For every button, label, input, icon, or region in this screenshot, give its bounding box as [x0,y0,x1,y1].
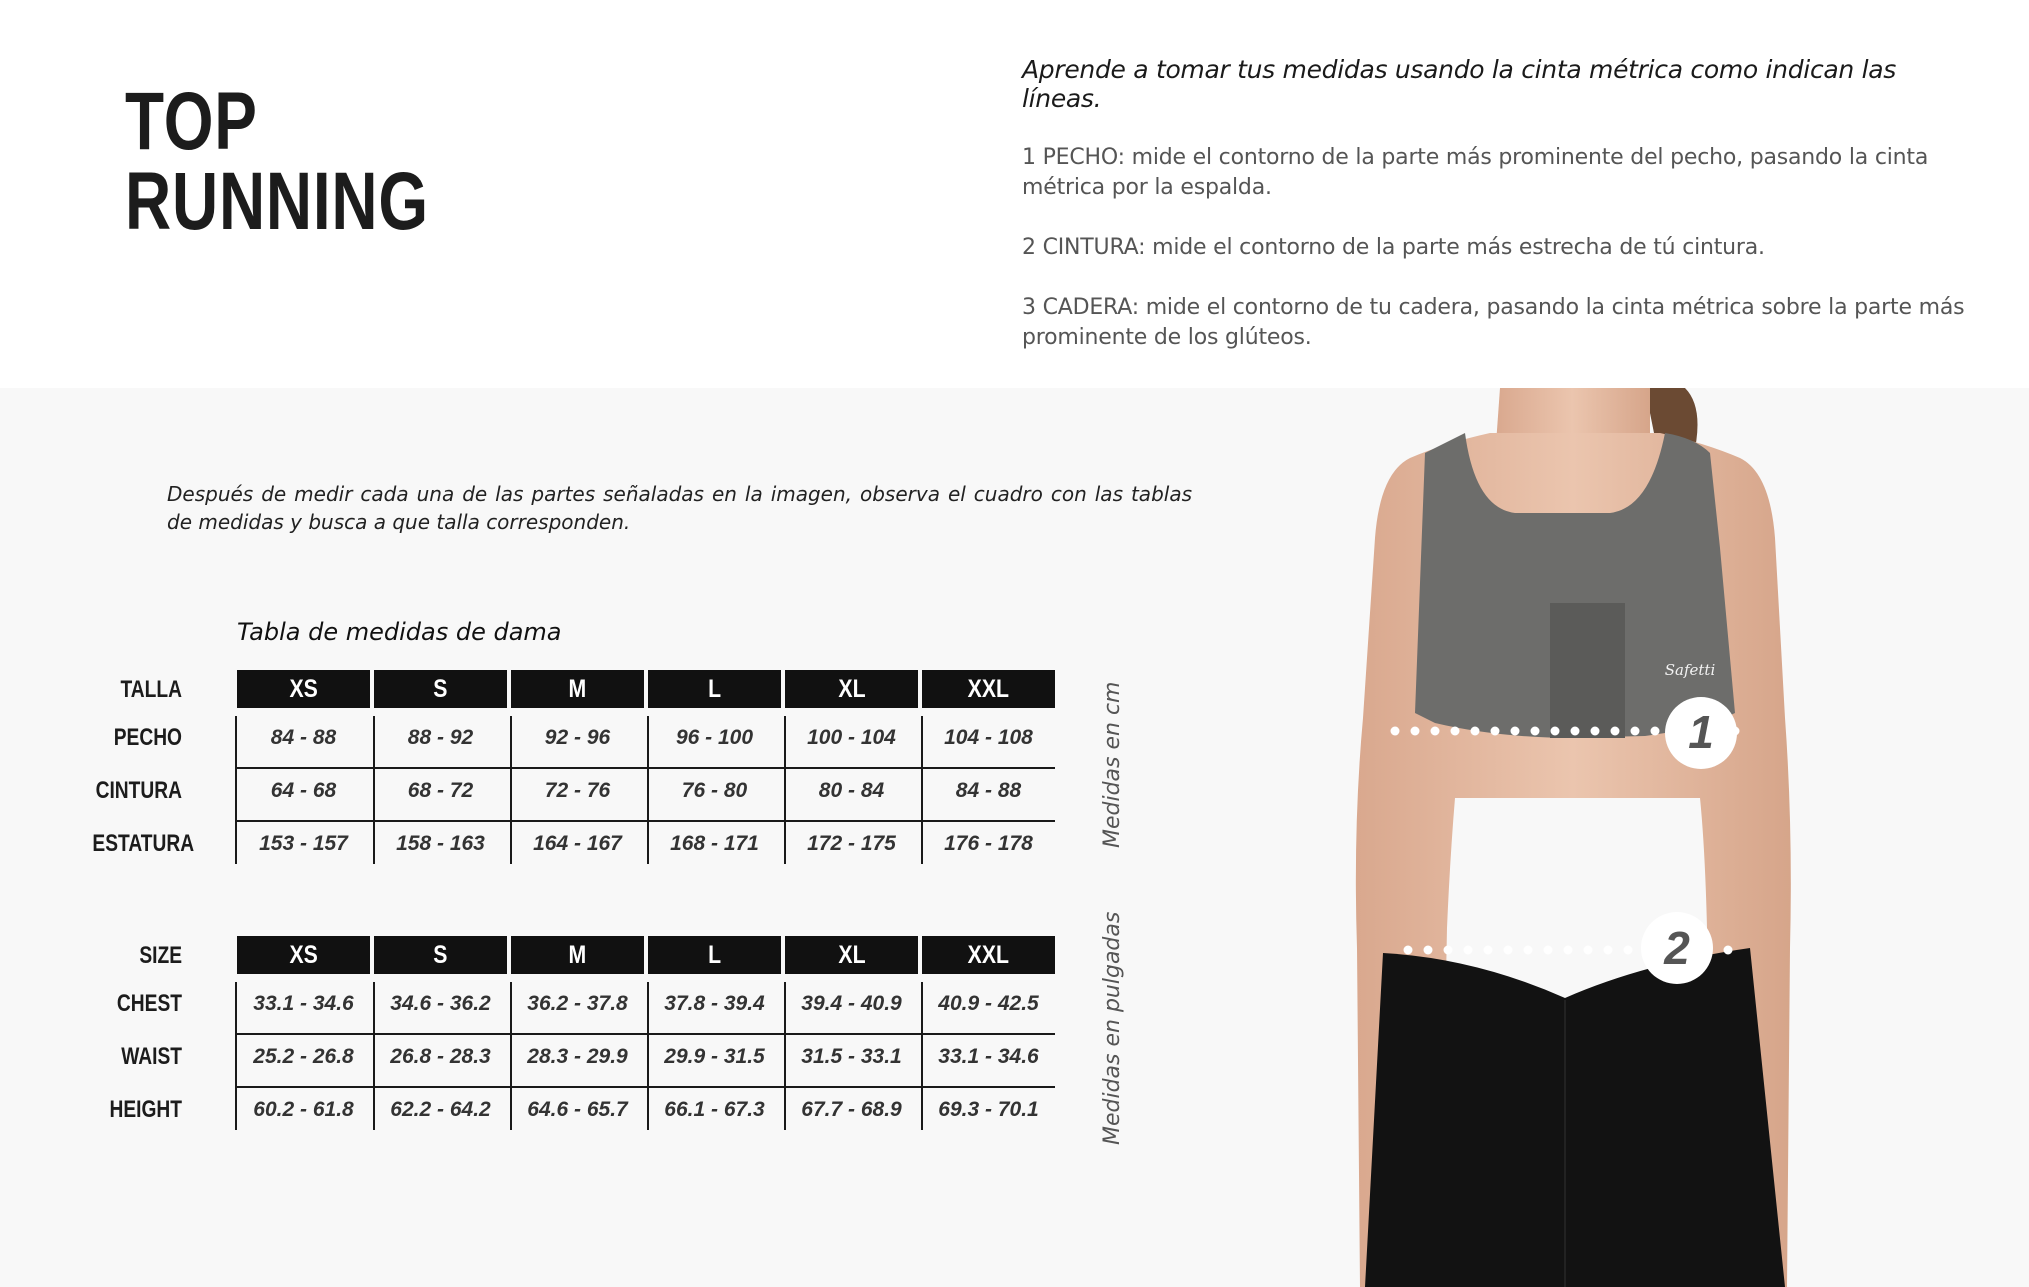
table-cell: 66.1 - 67.3 [664,1098,765,1121]
table-cell: 168 - 171 [670,832,759,855]
size-header-cell [511,670,644,708]
size-header-cell [785,670,918,708]
instructions-intro: Aprende a tomar tus medidas usando la cinta métrica como indican las líneas. [1022,55,1896,113]
column-divider [373,982,375,1130]
size-header-text: XXL [967,675,1010,703]
table-cell: 64.6 - 65.7 [527,1098,628,1121]
row-divider [237,1086,1055,1088]
row-label: CINTURA [95,777,182,804]
table-row [70,1037,1070,1077]
row-label: WAIST [121,1043,182,1070]
table-cell: 68 - 72 [407,779,474,802]
size-header-cell [237,670,370,708]
size-header-cell [374,936,507,974]
table-cell: 104 - 108 [944,726,1033,749]
table-cell: 176 - 178 [944,832,1033,855]
table-row [70,718,1070,758]
table-cell: 39.4 - 40.9 [801,992,902,1015]
chest-marker-number: 1 [1688,706,1714,758]
size-header-cell [922,936,1055,974]
step-hip: 3 CADERA: mide el contorno de tu cadera, pasando la cinta métrica sobre la parte más prominente de los glúteos. [1022,295,1965,350]
cm-side-label: Medidas en cm [1100,681,1125,848]
size-header-cell [237,936,370,974]
table-row [70,984,1070,1024]
table-cell: 96 - 100 [675,726,754,749]
row-label: PECHO [113,724,182,751]
header-label: TALLA [120,676,182,703]
table-cell: 158 - 163 [396,832,485,855]
column-divider [373,716,375,864]
column-divider [784,982,786,1130]
column-divider [647,716,649,864]
after-measure-text: Después de medir cada una de las partes señaladas en la imagen, observa el cuadro con las tablas de medidas y busca a que talla corresponden. [167,482,1192,534]
table-cell: 37.8 - 39.4 [664,992,765,1015]
waist-marker-number: 2 [1664,922,1690,974]
column-divider [235,716,237,864]
model-illustration [1265,388,2029,1287]
model-photo [1265,388,2029,1287]
size-table-inches [70,936,1070,1126]
size-header-text: XL [837,675,866,703]
column-divider [784,716,786,864]
brand-logo: Safetti [1664,661,1716,679]
inches-side-label: Medidas en pulgadas [1100,911,1125,1145]
table-cell: 84 - 88 [270,726,337,749]
table-cell: 64 - 68 [270,779,337,802]
table-row [70,824,1070,864]
table-caption: Tabla de medidas de dama [237,618,562,646]
table-cell: 62.2 - 64.2 [390,1098,491,1121]
size-header-cell [648,936,781,974]
size-header-text: S [433,675,448,703]
size-header-text: M [568,675,587,703]
column-divider [510,982,512,1130]
row-label: CHEST [116,990,182,1017]
table-row [70,771,1070,811]
step-waist: 2 CINTURA: mide el contorno de la parte más estrecha de tú cintura. [1022,235,1765,260]
column-divider [510,716,512,864]
header-label: SIZE [139,942,182,969]
header-row [70,670,1070,710]
table-cell: 84 - 88 [955,779,1022,802]
size-header-text: XS [289,941,318,969]
size-header-text: L [708,675,721,703]
size-header-text: XL [837,941,866,969]
size-header-text: L [708,941,721,969]
table-cell: 92 - 96 [544,726,611,749]
table-cell: 31.5 - 33.1 [801,1045,902,1068]
column-divider [921,982,923,1130]
leggings-shape [1365,948,1785,1287]
size-header-cell [785,936,918,974]
table-cell: 80 - 84 [818,779,885,802]
table-cell: 36.2 - 37.8 [527,992,628,1015]
table-cell: 25.2 - 26.8 [253,1045,354,1068]
table-cell: 67.7 - 68.9 [801,1098,902,1121]
table-cell: 33.1 - 34.6 [253,992,354,1015]
row-divider [237,1033,1055,1035]
table-cell: 34.6 - 36.2 [390,992,491,1015]
size-header-text: S [433,941,448,969]
row-divider [237,767,1055,769]
size-header-cell [511,936,644,974]
table-cell: 60.2 - 61.8 [253,1098,354,1121]
table-cell: 40.9 - 42.5 [938,992,1039,1015]
page-title [125,76,429,247]
column-divider [647,982,649,1130]
column-divider [921,716,923,864]
table-cell: 26.8 - 28.3 [390,1045,491,1068]
table-row [70,1090,1070,1130]
title-line-1: TOP [125,76,258,167]
table-cell: 164 - 167 [533,832,622,855]
title-line-2: RUNNING [125,156,429,247]
table-cell: 29.9 - 31.5 [664,1045,765,1068]
table-cell: 153 - 157 [259,832,348,855]
size-header-text: XXL [967,941,1010,969]
table-cell: 76 - 80 [681,779,748,802]
bra-mesh-panel [1550,603,1625,738]
table-cell: 100 - 104 [807,726,896,749]
size-table-cm [70,670,1070,860]
column-divider [235,982,237,1130]
size-header-cell [648,670,781,708]
size-header-text: M [568,941,587,969]
step-chest: 1 PECHO: mide el contorno de la parte más prominente del pecho, pasando la cinta métrica por la espalda. [1022,145,1929,200]
table-cell: 69.3 - 70.1 [938,1098,1039,1121]
size-header-cell [922,670,1055,708]
size-header-cell [374,670,507,708]
header-row [70,936,1070,976]
row-divider [237,820,1055,822]
size-header-text: XS [289,675,318,703]
table-cell: 172 - 175 [807,832,896,855]
row-label: ESTATURA [92,830,195,857]
table-cell: 28.3 - 29.9 [527,1045,628,1068]
table-cell: 72 - 76 [544,779,611,802]
measuring-instructions [1022,55,1982,383]
row-label: HEIGHT [109,1096,182,1123]
table-cell: 33.1 - 34.6 [938,1045,1039,1068]
table-cell: 88 - 92 [407,726,474,749]
